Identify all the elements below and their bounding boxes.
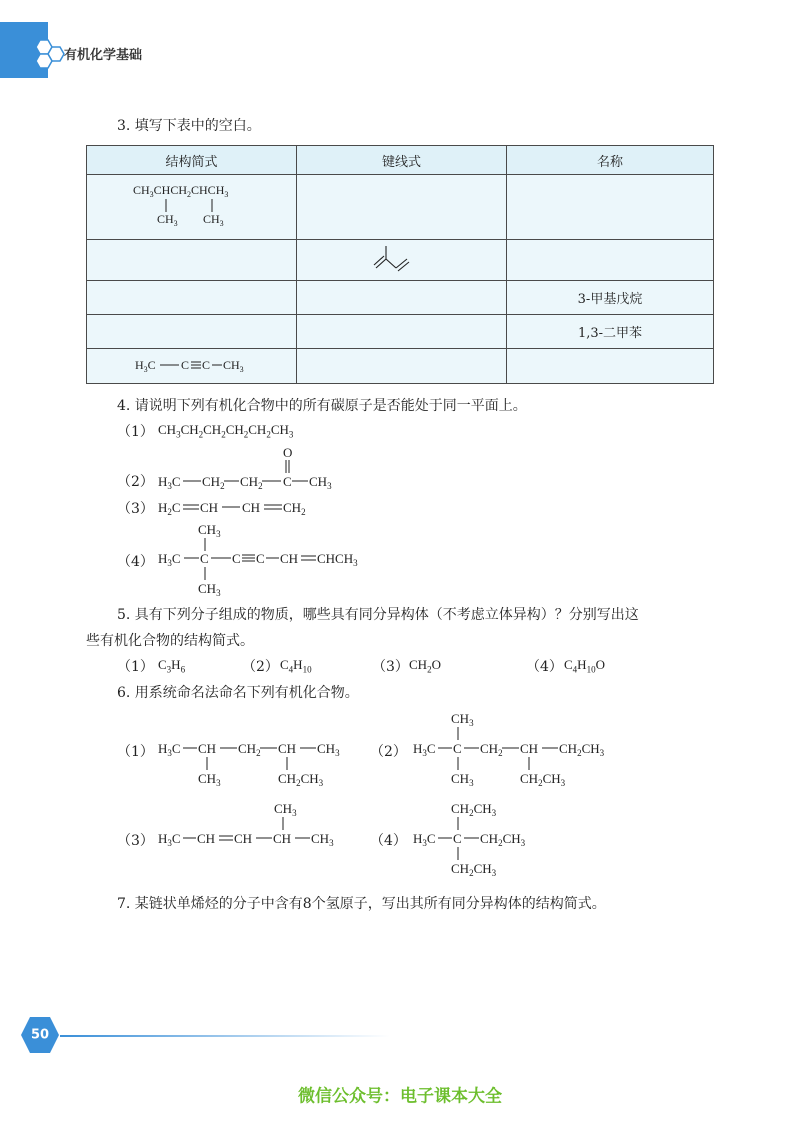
svg-text:H3C: $H_3C$ <box>135 358 156 374</box>
svg-text:CH: CH <box>520 741 539 756</box>
svg-text:C: C <box>200 551 209 566</box>
svg-text:C: C <box>181 358 190 372</box>
q5-line-1: 5. 具有下列分子组成的物质，哪些具有同分异构体（不考虑立体异构）？分别写出这 <box>117 607 639 623</box>
svg-text:CH2CH3: $CH_2CH_3$ <box>278 771 324 788</box>
skeletal-isoprene <box>297 240 506 276</box>
svg-text:CHCH3: $CHCH_3$ <box>317 551 358 568</box>
svg-text:CH3: $CH_3$ <box>198 581 221 598</box>
table-row <box>87 281 714 315</box>
svg-text:CH2CH3: $CH_2CH_3$ <box>480 831 526 848</box>
svg-text:CH3: $CH_3$ <box>309 474 332 491</box>
svg-text:CH2: $CH_2$ <box>238 741 261 758</box>
header-structural-formula: 结构简式 <box>87 146 297 175</box>
svg-text:CH: CH <box>278 741 297 756</box>
svg-text:CH: CH <box>198 741 217 756</box>
svg-text:O: O <box>283 445 293 460</box>
svg-text:CH3CHCH2CHCH3: $CH_3CHCH_2CHCH_3$ <box>133 183 229 199</box>
q6-formula-3 <box>150 795 350 855</box>
name-cell: 1,3-二甲苯 <box>507 315 714 349</box>
q4-formula-4 <box>150 518 380 598</box>
svg-text:C: C <box>256 551 265 566</box>
svg-text:CH2: $CH_2$ <box>202 474 225 491</box>
svg-text:CH: CH <box>273 831 292 846</box>
svg-text:CH3: $CH_3$ <box>451 771 474 788</box>
structure-cell <box>87 175 297 240</box>
svg-text:C: C <box>202 358 211 372</box>
q5-item-number: （4） <box>526 659 563 675</box>
q4-item-number: （4） <box>117 554 154 570</box>
svg-text:CH2: $CH_2$ <box>283 500 306 517</box>
q4-item-number: （3） <box>117 501 154 517</box>
svg-text:H3C: $H_3C$ <box>158 741 181 758</box>
svg-text:CH3: $CH_3$ <box>311 831 334 848</box>
q4-formula-3 <box>150 494 320 520</box>
svg-text:H3C: $H_3C$ <box>413 831 436 848</box>
watermark-text: 微信公众号：电子课本大全 <box>298 1086 502 1107</box>
q5-line-2: 些有机化合物的结构简式。 <box>86 633 254 649</box>
structure-table <box>86 145 714 384</box>
q6-formula-1 <box>150 731 350 789</box>
svg-text:C: C <box>453 741 462 756</box>
svg-text:H2C: $H_2C$ <box>158 500 181 517</box>
svg-text:CH2CH3: $CH_2CH_3$ <box>559 741 605 758</box>
table-row <box>87 240 714 281</box>
q4-title: 4. 请说明下列有机化合物中的所有碳原子是否能处于同一平面上。 <box>117 398 527 414</box>
svg-text:CH2CH3: $CH_2CH_3$ <box>451 861 497 878</box>
table-header-row <box>87 146 714 175</box>
footer-rule <box>60 1035 390 1037</box>
q6-item-number: （3） <box>117 833 154 849</box>
svg-text:CH3: $CH_3$ <box>198 771 221 788</box>
svg-text:H3C: $H_3C$ <box>158 551 181 568</box>
svg-text:CH3: $CH_3$ <box>203 212 224 228</box>
q4-item-number: （2） <box>117 474 154 490</box>
q7-title: 7. 某链状单烯烃的分子中含有8个氢原子，写出其所有同分异构体的结构简式。 <box>117 896 606 912</box>
book-title: 有机化学基础 <box>64 48 143 63</box>
q6-item-number: （1） <box>117 744 154 760</box>
q6-formula-2 <box>405 702 620 792</box>
q4-formula-2 <box>150 444 350 494</box>
table-row <box>87 349 714 384</box>
svg-text:CH3: $CH_3$ <box>223 358 244 374</box>
svg-text:CH: CH <box>197 831 216 846</box>
structure-2-butyne <box>87 349 296 379</box>
header-skeletal-formula: 键线式 <box>297 146 507 175</box>
q5-item-number: （2） <box>242 659 279 675</box>
svg-text:H3C: $H_3C$ <box>413 741 436 758</box>
name-cell: 3-甲基戊烷 <box>507 281 714 315</box>
svg-text:CH2CH3: $CH_2CH_3$ <box>520 771 566 788</box>
svg-text:C: C <box>283 474 292 489</box>
structure-2-4-dimethylpentane <box>87 175 296 235</box>
q4-item-number: （1） <box>117 424 154 440</box>
svg-text:C: C <box>232 551 241 566</box>
q3-title: 3. 填写下表中的空白。 <box>117 118 261 134</box>
svg-text:CH3: $CH_3$ <box>451 711 474 728</box>
q6-item-number: （2） <box>370 744 407 760</box>
header-name: 名称 <box>507 146 714 175</box>
skeletal-cell <box>297 240 507 281</box>
q5-item-number: （3） <box>372 659 409 675</box>
svg-text:CH2: $CH_2$ <box>480 741 503 758</box>
hexagon-logo-icon <box>28 36 68 76</box>
q6-title: 6. 用系统命名法命名下列有机化合物。 <box>117 685 359 701</box>
svg-text:CH3: $CH_3$ <box>317 741 340 758</box>
svg-text:CH: CH <box>280 551 299 566</box>
svg-text:H3C: $H_3C$ <box>158 831 181 848</box>
structure-cell <box>87 349 297 384</box>
svg-text:C: C <box>453 831 462 846</box>
svg-text:CH: CH <box>242 500 261 515</box>
svg-text:H3C: $H_3C$ <box>158 474 181 491</box>
svg-text:CH2: $CH_2$ <box>240 474 263 491</box>
svg-text:CH: CH <box>200 500 219 515</box>
svg-text:CH3: $CH_3$ <box>274 801 297 818</box>
svg-text:CH3: $CH_3$ <box>157 212 178 228</box>
q4-formula-1: $CH_3CH_2CH_2CH_2CH_2CH_3$ <box>158 422 294 440</box>
svg-text:CH2CH3: $CH_2CH_3$ <box>451 801 497 818</box>
q5-formula-4: $C_4H_{10}O$ <box>564 657 605 675</box>
table-row <box>87 175 714 240</box>
table-row <box>87 315 714 349</box>
q5-formula-2: $C_4H_{10}$ <box>280 657 312 675</box>
q5-item-number: （1） <box>117 659 154 675</box>
svg-text:CH3: $CH_3$ <box>198 522 221 539</box>
q5-formula-3: $CH_2O$ <box>409 657 441 675</box>
q6-item-number: （4） <box>370 833 407 849</box>
svg-text:CH: CH <box>234 831 253 846</box>
q6-formula-4 <box>405 792 545 882</box>
q5-formula-1: $C_3H_6$ <box>158 657 186 675</box>
page-number: 50 <box>30 1027 50 1043</box>
